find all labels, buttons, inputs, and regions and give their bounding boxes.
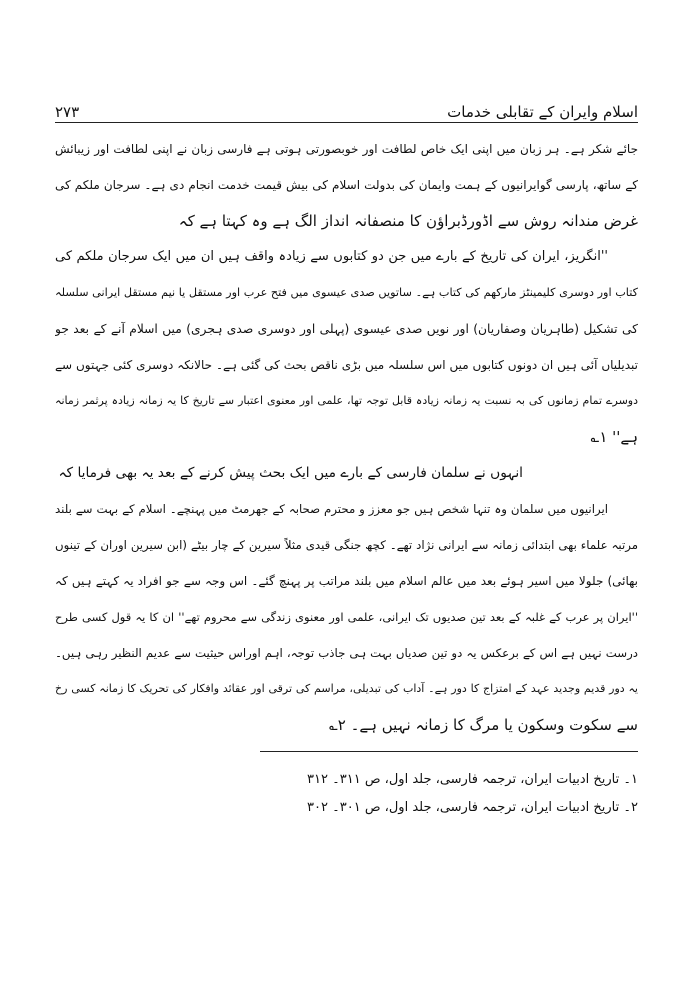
text-line: کی تشکیل (طاہریان وصفاریان) اور نویں صدی عیسوی (پہلی اور دوسری صدی ہجری) میں اسلام آنے کے بعد جو [55, 322, 638, 336]
text-line: دوسرے تمام زمانوں کی بہ نسبت یہ زمانہ زیادہ قابل توجہ تھا، علمی اور معنوی اعتبار سے تاریخ کا یہ زمانہ زیادہ پرثمر زمانہ [55, 394, 638, 407]
footnote-item: ۲۔ تاریخ ادبیات ایران، ترجمہ فارسی، جلد اول، ص ۳۰۱۔ ۳۰۲ [307, 800, 638, 815]
text-line: یہ دور قدیم وجدید عہد کے امتزاج کا دور ہے۔ آداب کی تبدیلی، مراسم کی ترقی اور عقائد وافکار کی تحریک کا زمانہ کسی رخ [55, 682, 638, 695]
body-text [55, 131, 638, 743]
footnote-item: ۱۔ تاریخ ادبیات ایران، ترجمہ فارسی، جلد اول، ص ۳۱۱۔ ۳۱۲ [307, 772, 638, 787]
text-line: درست نہیں ہے اس کے برعکس یہ دو تین صدیاں بہت ہی جاذب توجہ، اہم اوراس حیثیت سے عدیم النظیر رہی ہیں۔ [55, 646, 638, 660]
text-line: سے سکوت وسکون یا مرگ کا زمانہ نہیں ہے۔ ۲؎ [329, 716, 638, 734]
text-line: ایرانیوں میں سلمان وہ تنہا شخص ہیں جو معزز و محترم صحابہ کے جھرمٹ میں پہنچے۔ اسلام کے بہت سے بلند [55, 502, 608, 516]
running-header [55, 92, 638, 120]
text-line: انہوں نے سلمان فارسی کے بارے میں ایک بحث پیش کرنے کے بعد یہ بھی فرمایا کہ [58, 465, 523, 481]
running-title: اسلام وایران کے تقابلی خدمات [447, 103, 638, 121]
text-line: تبدیلیاں آئی ہیں ان دونوں کتابوں میں اس سلسلہ میں بڑی ناقص بحث کی گئی ہے۔ حالانکہ دوسری کئی جہتوں سے [55, 358, 638, 372]
text-line: بھائی) جلولا میں اسیر ہوئے بعد میں عالم اسلام میں بلند مراتب پر پہنچ گئے۔ اس وجہ سے جو افراد یہ کہتے ہیں کہ [55, 574, 638, 588]
text-line: غرض مندانہ روش سے اڈورڈبراؤن کا منصفانہ انداز الگ ہے وہ کہتا ہے کہ [178, 212, 638, 230]
text-line: کے ساتھ، پارسی گوایرانیوں کے ہمت وایمان کی بدولت اسلام کی بیش قیمت خدمت انجام دی ہے۔ سرجان ملکم کی [55, 178, 638, 192]
quote-start-line: ''انگریز، ایران کی تاریخ کے بارے میں جن دو کتابوں سے زیادہ واقف ہیں ان میں ایک سرجان ملکم کی [55, 249, 608, 264]
footnote-rule [260, 751, 638, 752]
text-line: کتاب اور دوسری کلیمینٹز مارکھم کی کتاب ہے۔ ساتویں صدی عیسوی میں فتح عرب اور مستقل یا نیم مستقل ایرانی سلسلہ [55, 286, 638, 299]
text-line: جائے شکر ہے۔ ہر زبان میں اپنی ایک خاص لطافت اور خوبصورتی ہوتی ہے فارسی زبان نے اپنی لطافت اور زیبائش [55, 142, 638, 156]
text-line: مرتبہ علماء بھی ابتدائی زمانہ سے ایرانی نژاد تھے۔ کچھ جنگی قیدی مثلاً سیرین کے چار بیٹے (ابن سیرین اوران کے تینوں [55, 538, 638, 552]
header-rule [55, 122, 638, 123]
footnotes [55, 766, 638, 822]
quote-end-line: ہے'' ۱؎ [590, 428, 638, 446]
text-line: ''ایران پر عرب کے غلبہ کے بعد تین صدیوں تک ایرانی، علمی اور معنوی زندگی سے محروم تھے'' ان کا یہ قول کسی طرح [55, 610, 638, 624]
page-number: ۲۷۳ [55, 103, 80, 121]
